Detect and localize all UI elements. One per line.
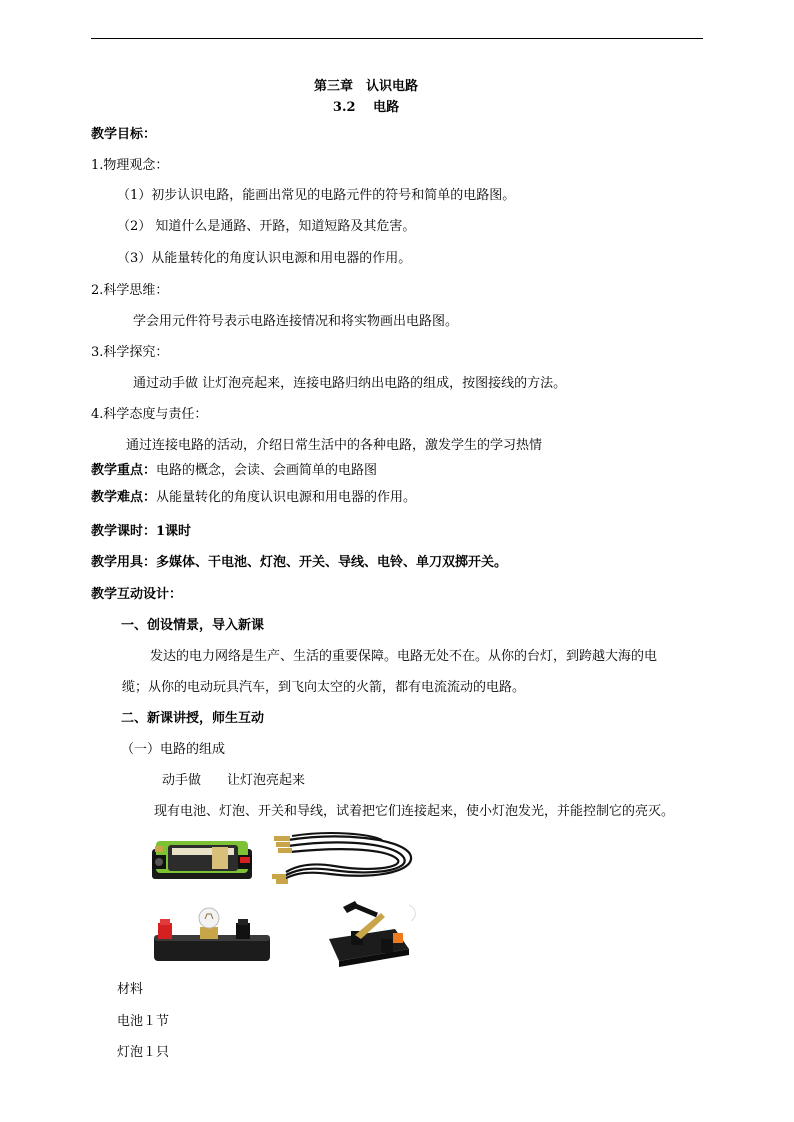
science-inquiry-text: 通过动手做 让灯泡亮起来，连接电路归纳出电路的组成，按图接线的方法。	[133, 376, 567, 391]
chapter-title: 第三章 认识电路	[313, 79, 418, 94]
objective-item-3: （3）从能量转化的角度认识电源和用电器的作用。	[117, 251, 412, 266]
key-point-text: 电路的概念，会读、会画简单的电路图	[156, 463, 378, 478]
difficult-point	[91, 489, 416, 506]
teaching-tools-text: 多媒体、干电池、灯泡、开关、导线、电铃、单刀双掷开关。	[156, 555, 508, 570]
class-hours-text: 1课时	[156, 524, 192, 539]
key-point	[91, 462, 377, 479]
objectives-heading: 教学目标：	[91, 127, 157, 142]
materials-heading: 材料	[117, 982, 144, 997]
part1-title: 一、创设情景，导入新课	[121, 618, 265, 633]
wires-image	[270, 830, 420, 888]
science-inquiry-title: 3.科学探究：	[91, 345, 169, 360]
material-item-2: 灯泡１只	[117, 1045, 170, 1060]
part1-paragraph-line1: 发达的电力网络是生产、生活的重要保障。电路无处不在。从你的台灯，到跨越大海的电	[150, 649, 658, 664]
material-item-1: 电池１节	[117, 1014, 170, 1029]
objective-item-1: （1）初步认识电路，能画出常见的电路元件的符号和简单的电路图。	[117, 188, 516, 203]
battery-image	[150, 835, 254, 885]
part2-subsection-title: （一）电路的组成	[121, 742, 226, 757]
knife-switch-image	[325, 895, 435, 967]
physics-concept-title: 1.物理观念：	[91, 158, 169, 173]
header-rule	[91, 38, 703, 39]
design-heading: 教学互动设计：	[91, 587, 183, 602]
attitude-text: 通过连接电路的活动，介绍日常生活中的各种电路，激发学生的学习热情	[126, 438, 543, 453]
difficult-point-text: 从能量转化的角度认识电源和用电器的作用。	[156, 490, 417, 505]
section-title: 3.2 电路	[332, 100, 400, 115]
objective-item-2: （2） 知道什么是通路、开路，知道短路及其危害。	[117, 219, 416, 234]
class-hours-label: 教学课时：	[91, 524, 157, 539]
activity-instruction: 现有电池、灯泡、开关和导线，试着把它们连接起来，使小灯泡发光，并能控制它的亮灭。	[154, 804, 675, 819]
activity-title: 动手做 让灯泡亮起来	[162, 773, 306, 788]
science-thinking-text: 学会用元件符号表示电路连接情况和将实物画出电路图。	[133, 314, 459, 329]
teaching-tools	[91, 554, 507, 571]
part2-title: 二、新课讲授，师生互动	[121, 711, 265, 726]
science-thinking-title: 2.科学思维：	[91, 283, 169, 298]
difficult-point-label: 教学难点：	[91, 490, 157, 505]
key-point-label: 教学重点：	[91, 463, 157, 478]
attitude-title: 4.科学态度与责任：	[91, 407, 208, 422]
bulb-holder-image	[150, 905, 274, 967]
teaching-tools-label: 教学用具：	[91, 555, 157, 570]
class-hours	[91, 523, 191, 540]
part1-paragraph-line2: 缆；从你的电动玩具汽车，到飞向太空的火箭，都有电流流动的电路。	[122, 680, 526, 695]
